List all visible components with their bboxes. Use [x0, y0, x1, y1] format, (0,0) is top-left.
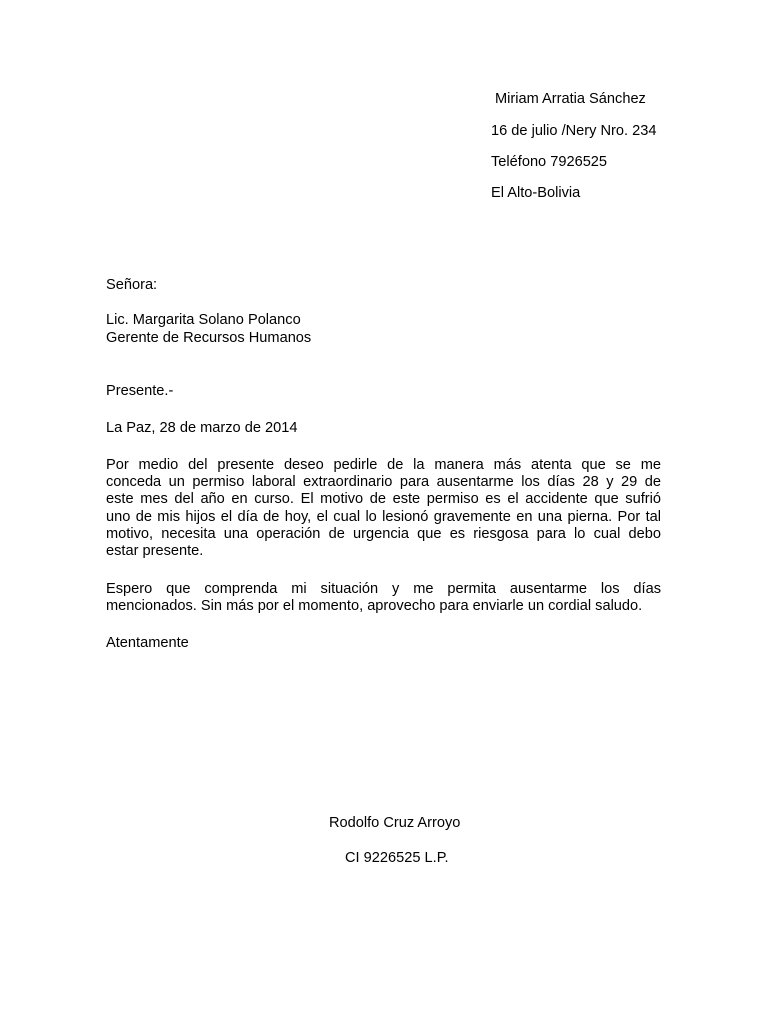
paragraph-line: Por medio del presente deseo pedirle de la manera más atenta que se me [106, 457, 661, 473]
paragraph-line: conceda un permiso laboral extraordinario para ausentarme los días 28 y 29 de [106, 474, 661, 491]
recipient-name: Lic. Margarita Solano Polanco [106, 312, 301, 328]
date-line: La Paz, 28 de marzo de 2014 [106, 420, 298, 436]
sender-phone: Teléfono 7926525 [491, 154, 608, 170]
signer-id: CI 9226525 L.P. [345, 850, 449, 866]
body-paragraph-2 [106, 581, 661, 615]
sender-name: Miriam Arratia Sánchez [495, 91, 646, 107]
paragraph-line: mencionados. Sin más por el momento, aprovecho para enviarle un cordial saludo. [106, 598, 643, 615]
sender-address: 16 de julio /Nery Nro. 234 [491, 123, 657, 139]
paragraph-line: este mes del año en curso. El motivo de este permiso es el accidente que sufrió [106, 491, 661, 508]
signer-name: Rodolfo Cruz Arroyo [329, 815, 461, 831]
closing: Atentamente [106, 635, 189, 651]
salutation: Señora: [106, 277, 158, 293]
body-paragraph-1 [106, 457, 661, 560]
paragraph-line: Espero que comprenda mi situación y me permita ausentarme los días [106, 581, 661, 597]
paragraph-line: estar presente. [106, 542, 204, 559]
sender-city: El Alto-Bolivia [491, 185, 581, 201]
paragraph-line: uno de mis hijos el día de hoy, el cual lo lesionó gravemente en una pierna. Por tal [106, 508, 661, 525]
paragraph-line: motivo, necesita una operación de urgencia que es riesgosa para lo cual debo [106, 525, 661, 542]
recipient-title: Gerente de Recursos Humanos [106, 330, 312, 346]
presente-line: Presente.- [106, 383, 174, 399]
